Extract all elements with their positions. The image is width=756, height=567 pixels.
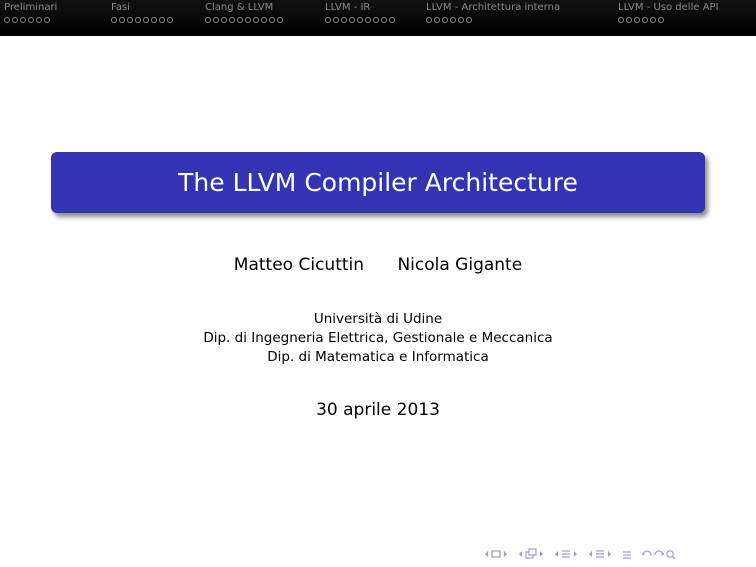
frame-dot[interactable] [458, 17, 464, 23]
frame-dot[interactable] [159, 17, 165, 23]
forward-icon[interactable] [653, 549, 665, 559]
frame-dot[interactable] [341, 17, 347, 23]
arrow-left-icon[interactable] [587, 549, 594, 559]
institute-line: Dip. di Ingegneria Elettrica, Gestionale e Meccanica [203, 330, 553, 346]
nav-section-dots [4, 17, 57, 23]
frame-dot[interactable] [4, 17, 10, 23]
document-navigation[interactable] [587, 549, 613, 559]
frame-dot[interactable] [44, 17, 50, 23]
frame-dot[interactable] [119, 17, 125, 23]
nav-section-title[interactable]: LLVM - Uso delle API [618, 2, 719, 13]
nav-section-dots [426, 17, 560, 23]
beamer-navigation-symbols [483, 547, 677, 561]
frame-dot[interactable] [357, 17, 363, 23]
frame-dot[interactable] [349, 17, 355, 23]
nav-section-title[interactable]: Preliminari [4, 2, 58, 13]
frame-dot[interactable] [111, 17, 117, 23]
author-list [0, 255, 756, 275]
arrow-right-icon[interactable] [538, 549, 545, 559]
nav-section-dots [325, 17, 395, 23]
nav-section-architettura-interna[interactable] [426, 2, 560, 32]
frame-dot[interactable] [389, 17, 395, 23]
frame-dot[interactable] [237, 17, 243, 23]
frame-dot[interactable] [434, 17, 440, 23]
frame-dot[interactable] [658, 17, 664, 23]
slide-title: The LLVM Compiler Architecture [178, 168, 578, 197]
frame-dot[interactable] [213, 17, 219, 23]
frame-dot[interactable] [269, 17, 275, 23]
nav-section-clang-llvm[interactable] [205, 2, 283, 32]
frame-dot[interactable] [618, 17, 624, 23]
nav-section-uso-api[interactable] [618, 2, 719, 32]
frame-dot[interactable] [333, 17, 339, 23]
frame-dot[interactable] [205, 17, 211, 23]
institute-line: Università di Udine [313, 311, 443, 327]
nav-section-llvm-ir[interactable] [325, 2, 395, 32]
arrow-right-icon[interactable] [502, 549, 509, 559]
frame-dot[interactable] [634, 17, 640, 23]
frame-dot[interactable] [36, 17, 42, 23]
frame-dot[interactable] [245, 17, 251, 23]
author-name: Matteo Cicuttin [233, 255, 365, 275]
frame-dot[interactable] [221, 17, 227, 23]
section-icon[interactable] [560, 549, 572, 559]
nav-section-title[interactable]: Clang & LLVM [205, 2, 274, 13]
frame-navigation[interactable] [483, 549, 509, 559]
subsection-icon[interactable] [524, 548, 538, 560]
frame-dot[interactable] [20, 17, 26, 23]
history-navigation[interactable] [641, 549, 677, 559]
frame-dot[interactable] [373, 17, 379, 23]
frame-dot[interactable] [167, 17, 173, 23]
nav-section-title[interactable]: LLVM - Architettura interna [426, 2, 561, 13]
frame-icon[interactable] [490, 549, 502, 559]
frame-dot[interactable] [261, 17, 267, 23]
frame-dot[interactable] [277, 17, 283, 23]
nav-section-fasi[interactable] [111, 2, 173, 32]
institute-block [0, 310, 756, 367]
subsection-navigation[interactable] [517, 548, 545, 560]
nav-section-dots [618, 17, 719, 23]
nav-section-title[interactable]: Fasi [111, 2, 130, 13]
frame-dot[interactable] [642, 17, 648, 23]
search-icon[interactable] [665, 549, 677, 559]
frame-dot[interactable] [426, 17, 432, 23]
arrow-right-icon[interactable] [572, 549, 579, 559]
frame-dot[interactable] [143, 17, 149, 23]
frame-dot[interactable] [450, 17, 456, 23]
nav-section-preliminari[interactable] [4, 2, 57, 32]
frame-dot[interactable] [325, 17, 331, 23]
institute-line: Dip. di Matematica e Informatica [267, 349, 489, 365]
section-navigation-bar [0, 0, 756, 36]
nav-section-title[interactable]: LLVM - IR [325, 2, 371, 13]
nav-section-dots [111, 17, 173, 23]
arrow-left-icon[interactable] [553, 549, 560, 559]
frame-dot[interactable] [151, 17, 157, 23]
frame-dot[interactable] [650, 17, 656, 23]
frame-dot[interactable] [12, 17, 18, 23]
arrow-left-icon[interactable] [517, 549, 524, 559]
section-navigation[interactable] [553, 549, 579, 559]
document-icon[interactable] [594, 549, 606, 559]
back-icon[interactable] [641, 549, 653, 559]
arrow-left-icon[interactable] [483, 549, 490, 559]
presentation-date: 30 aprile 2013 [316, 400, 440, 420]
arrow-right-icon[interactable] [606, 549, 613, 559]
frame-dot[interactable] [135, 17, 141, 23]
frame-dot[interactable] [365, 17, 371, 23]
frame-dot[interactable] [253, 17, 259, 23]
align-navigation[interactable] [621, 549, 633, 559]
frame-dot[interactable] [381, 17, 387, 23]
frame-dot[interactable] [626, 17, 632, 23]
nav-section-dots [205, 17, 283, 23]
align-icon[interactable] [621, 549, 633, 559]
frame-dot[interactable] [229, 17, 235, 23]
frame-dot[interactable] [466, 17, 472, 23]
title-block [51, 152, 705, 213]
author-name: Nicola Gigante [397, 255, 523, 275]
frame-dot[interactable] [442, 17, 448, 23]
frame-dot[interactable] [28, 17, 34, 23]
frame-dot[interactable] [127, 17, 133, 23]
